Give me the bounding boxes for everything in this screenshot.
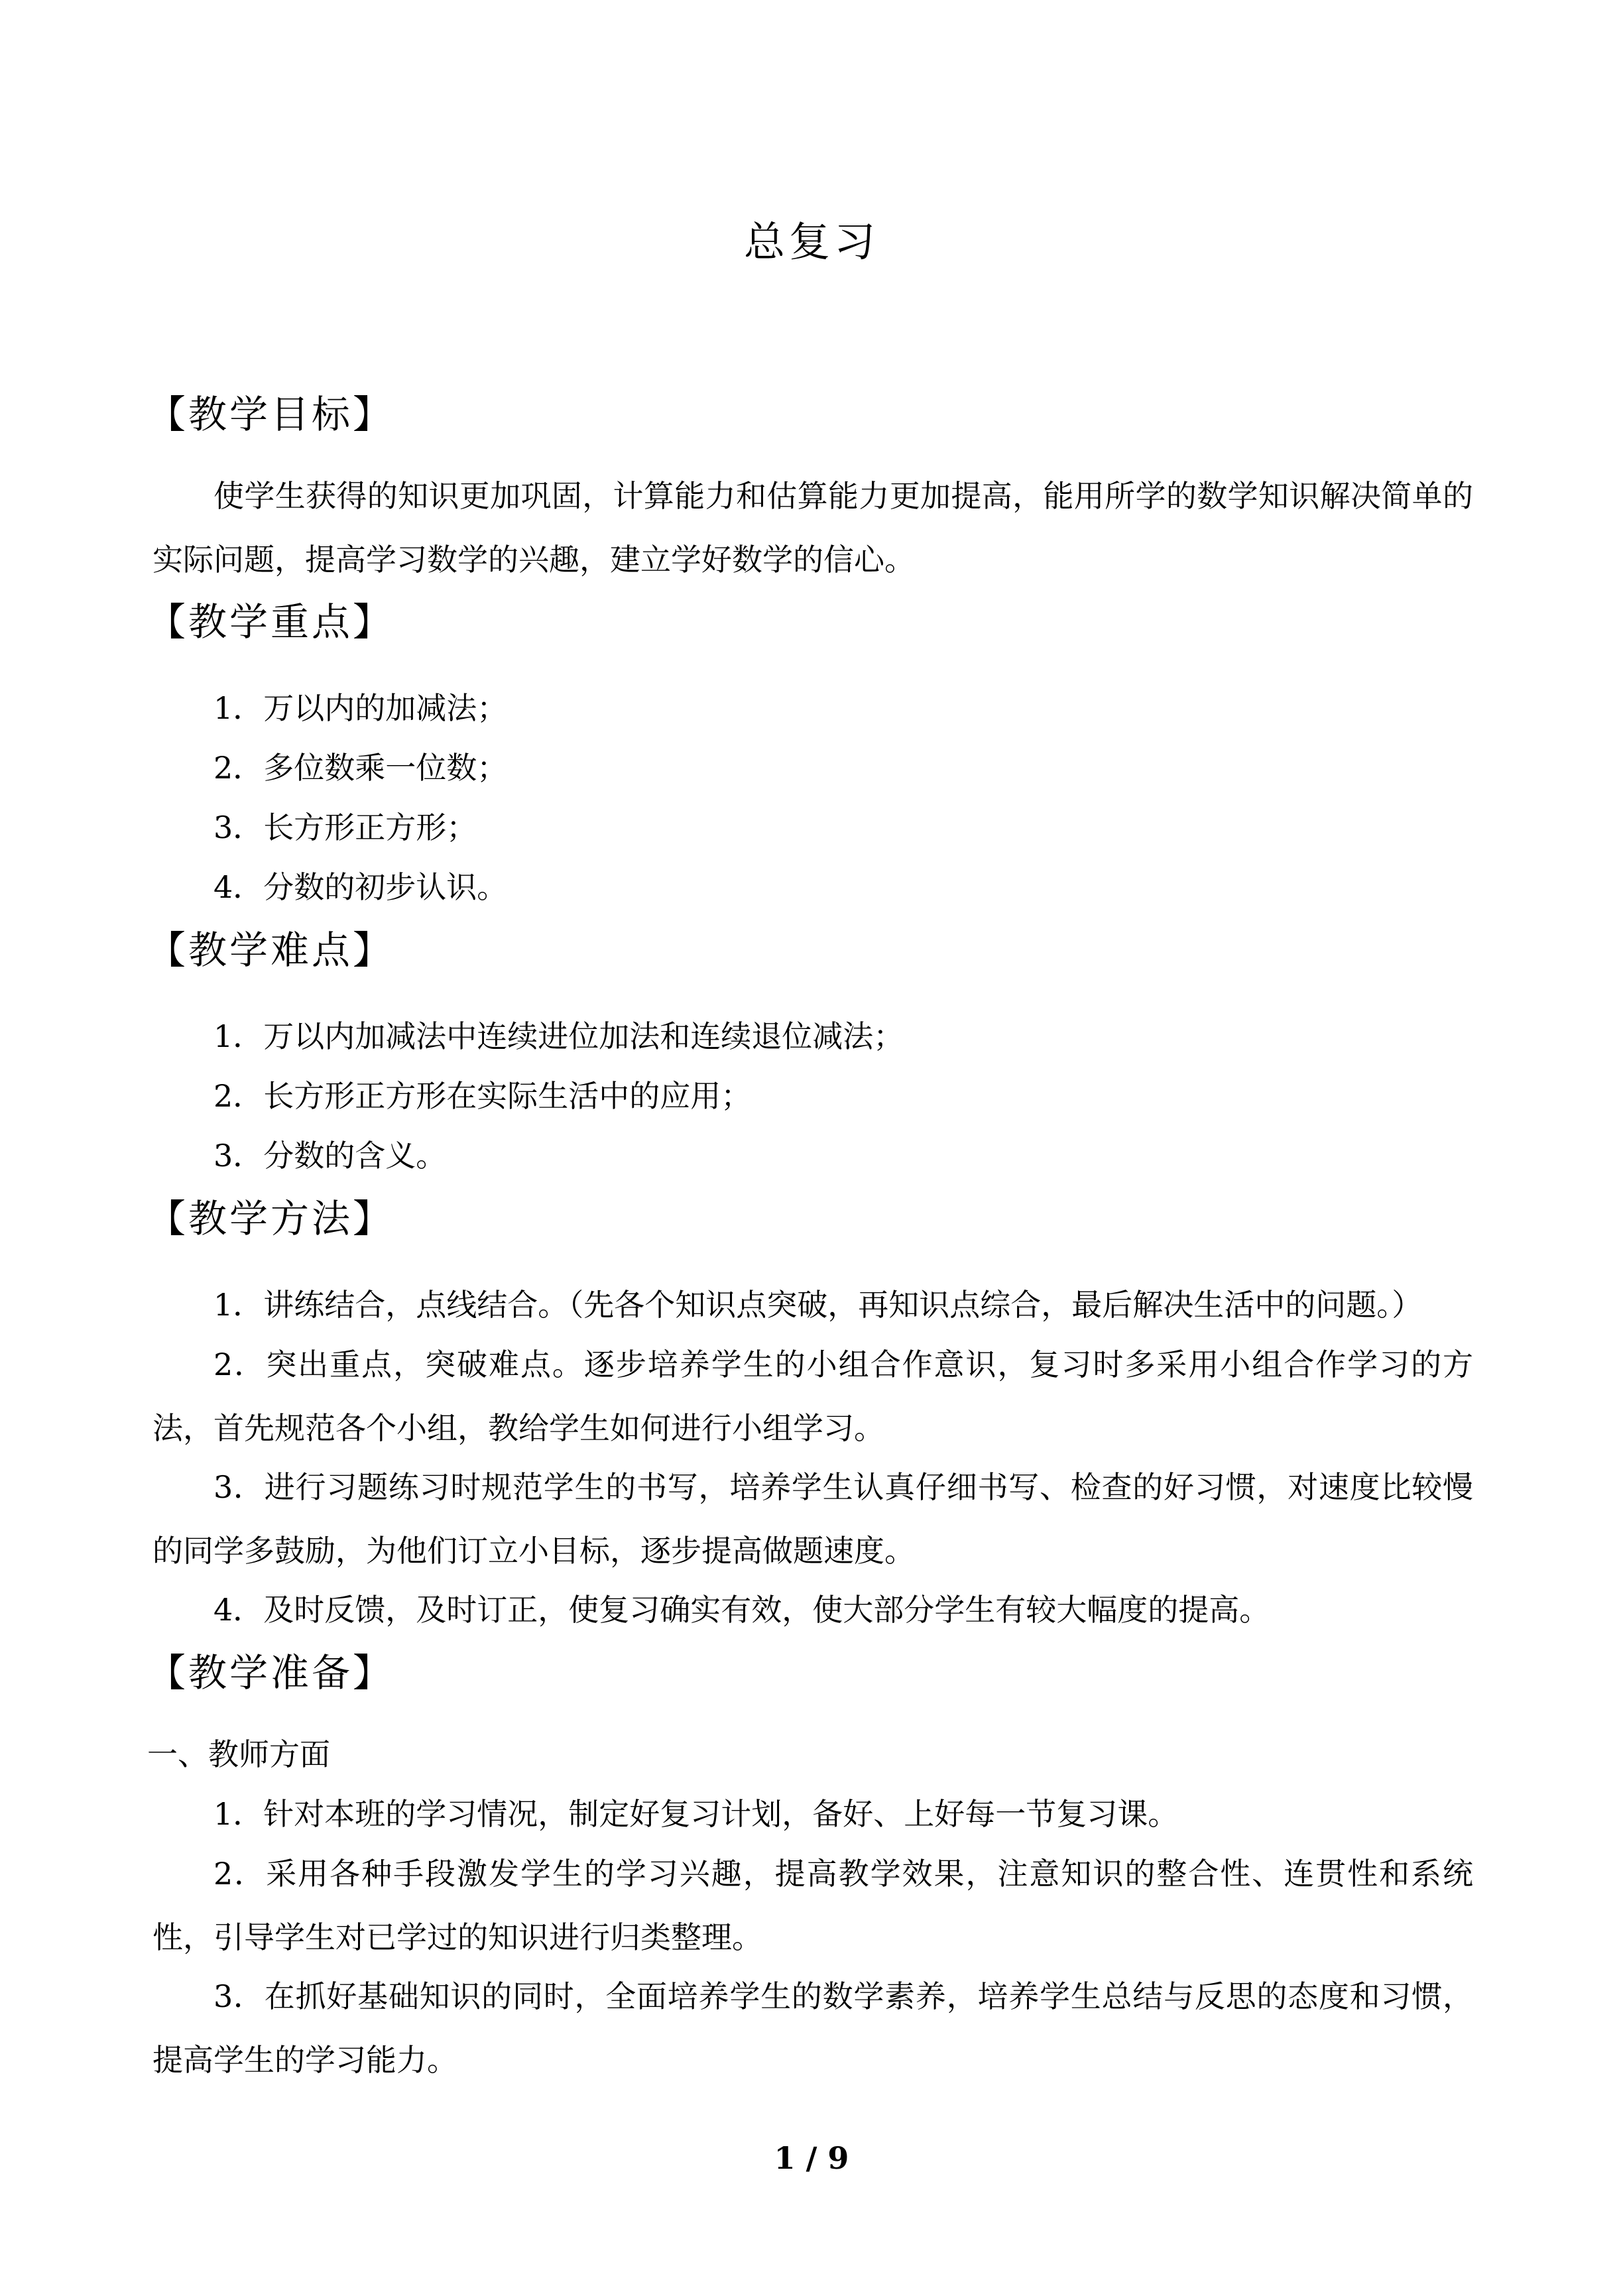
key-point-item: 1．万以内的加减法； [213,690,508,726]
method-item: 4．及时反馈，及时订正，使复习确实有效，使大部分学生有较大幅度的提高。 [213,1592,1270,1628]
method-item: 2．突出重点，突破难点。逐步培养学生的小组合作意识，复习时多采用小组合作学习的方法，首先规范各个小组，教给学生如何进行小组学习。 [152,1347,1473,1446]
key-point-item: 2．多位数乘一位数； [213,750,508,786]
preparation-item: 3．在抓好基础知识的同时，全面培养学生的数学素养，培养学生总结与反思的态度和习惯，提高学生的学习能力。 [152,1978,1473,2078]
section-heading-goals: 【教学目标】 [147,392,394,437]
difficulty-item: 2．长方形正方形在实际生活中的应用； [213,1078,752,1114]
section-heading-difficulties: 【教学难点】 [147,928,394,973]
preparation-subheading: 一、教师方面 [147,1736,330,1772]
difficulty-item: 3．分数的含义。 [213,1138,447,1174]
goals-paragraph: 使学生获得的知识更加巩固，计算能力和估算能力更加提高，能用所学的数学知识解决简单的实际问题，提高学习数学的兴趣，建立学好数学的信心。 [152,478,1473,577]
section-heading-preparation: 【教学准备】 [147,1650,394,1695]
method-item: 3．进行习题练习时规范学生的书写，培养学生认真仔细书写、检查的好习惯，对速度比较慢的同学多鼓励，为他们订立小目标，逐步提高做题速度。 [152,1469,1473,1569]
document-title: 总复习 [743,217,879,266]
method-item: 1．讲练结合，点线结合。（先各个知识点突破，再知识点综合，最后解决生活中的问题。） [213,1287,1423,1323]
page-number: 1 / 9 [774,2140,849,2176]
section-heading-key-points: 【教学重点】 [147,599,394,644]
section-heading-methods: 【教学方法】 [147,1196,394,1241]
key-point-item: 4．分数的初步认识。 [213,869,508,905]
preparation-item: 2．采用各种手段激发学生的学习兴趣，提高教学效果，注意知识的整合性、连贯性和系统性，引导学生对已学过的知识进行归类整理。 [152,1856,1473,1955]
preparation-item: 1．针对本班的学习情况，制定好复习计划，备好、上好每一节复习课。 [213,1796,1179,1832]
key-point-item: 3．长方形正方形； [213,810,477,845]
difficulty-item: 1．万以内加减法中连续进位加法和连续退位减法； [213,1018,904,1054]
